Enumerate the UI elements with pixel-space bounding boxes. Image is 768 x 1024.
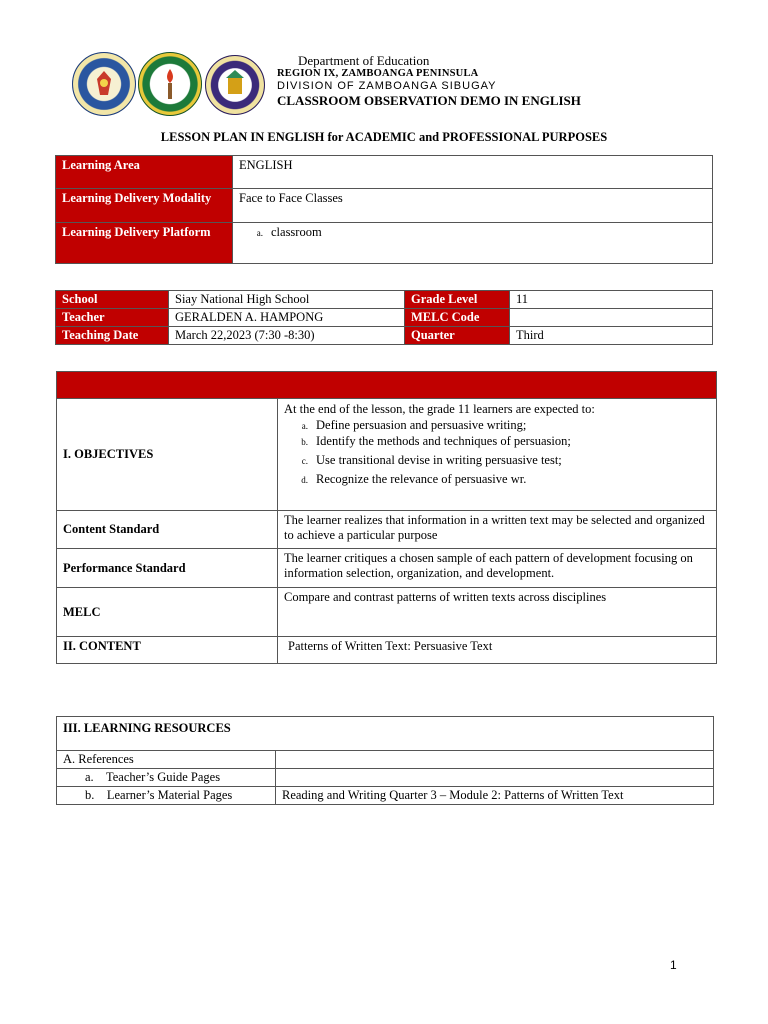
- content-text: Patterns of Written Text: Persuasive Text: [278, 637, 717, 664]
- resources-table: [56, 716, 714, 805]
- objectives-header-bar: [57, 372, 717, 399]
- table-row: [57, 511, 717, 549]
- quarter-value: Third: [510, 327, 713, 345]
- objectives-table: [56, 371, 717, 664]
- delivery-table: [55, 155, 713, 264]
- learning-area-value: ENGLISH: [233, 156, 713, 189]
- objectives-label: I. OBJECTIVES: [57, 399, 278, 511]
- list-item: d. Recognize the relevance of persuasive wr.: [301, 472, 527, 486]
- teacher-label: Teacher: [56, 309, 169, 327]
- melc-text: Compare and contrast patterns of written texts across disciplines: [278, 588, 717, 637]
- teachers-guide-label: Teacher’s Guide Pages: [105, 770, 221, 784]
- region-name: REGION IX, ZAMBOANGA PENINSULA: [277, 68, 479, 79]
- table-row: [57, 751, 714, 769]
- delivery-platform-value: classroom: [271, 225, 322, 239]
- table-row: [57, 769, 714, 787]
- table-row: [57, 549, 717, 588]
- content-standard-text: The learner realizes that information in a written text may be selected and organized to achieve a particular purpose: [278, 511, 717, 549]
- delivery-modality-label: Learning Delivery Modality: [56, 189, 233, 223]
- learners-material-cell: b. Learner’s Material Pages: [57, 787, 276, 805]
- performance-standard-label: Performance Standard: [57, 549, 278, 588]
- school-seal-icon: [205, 55, 265, 115]
- content-standard-label: Content Standard: [57, 511, 278, 549]
- table-row: [56, 223, 713, 264]
- teachers-guide-cell: a. Teacher’s Guide Pages: [57, 769, 276, 787]
- school-value: Siay National High School: [169, 291, 405, 309]
- delivery-platform-cell: [233, 223, 713, 264]
- table-row: [56, 327, 713, 345]
- quarter-label: Quarter: [405, 327, 510, 345]
- school-label: School: [56, 291, 169, 309]
- list-item: b. Identify the methods and techniques of persuasion;: [301, 434, 571, 448]
- table-row: [57, 372, 717, 399]
- content-label: II. CONTENT: [57, 637, 278, 664]
- teachers-guide-value: [276, 769, 714, 787]
- references-value: [276, 751, 714, 769]
- table-row: [57, 588, 717, 637]
- lesson-plan-title: LESSON PLAN IN ENGLISH for ACADEMIC and PROFESSIONAL PURPOSES: [160, 130, 608, 144]
- learning-area-label: Learning Area: [56, 156, 233, 189]
- table-row: [57, 717, 714, 751]
- teacher-value: GERALDEN A. HAMPONG: [169, 309, 405, 327]
- objectives-cell: [278, 399, 717, 511]
- learning-resources-label: III. LEARNING RESOURCES: [57, 717, 714, 751]
- info-table: [55, 290, 713, 345]
- table-row: [57, 399, 717, 511]
- table-row: [56, 156, 713, 189]
- learners-material-value: Reading and Writing Quarter 3 – Module 2: Patterns of Written Text: [276, 787, 714, 805]
- deped-seal-emblem-icon: [73, 53, 135, 115]
- references-label: A. References: [57, 751, 276, 769]
- delivery-modality-value: Face to Face Classes: [233, 189, 713, 223]
- torch-icon: [139, 53, 201, 115]
- table-row: [56, 309, 713, 327]
- demo-title: CLASSROOM OBSERVATION DEMO IN ENGLISH: [277, 93, 581, 108]
- deped-logo-icon: [138, 52, 202, 116]
- table-row: [57, 637, 717, 664]
- platform-bullet: a.: [256, 228, 263, 238]
- list-item: a. Define persuasion and persuasive writing;: [301, 418, 527, 432]
- grade-level-label: Grade Level: [405, 291, 510, 309]
- grade-level-value: 11: [510, 291, 713, 309]
- table-row: [56, 291, 713, 309]
- performance-standard-text: The learner critiques a chosen sample of each pattern of development focusing on information selection, organization, and development.: [278, 549, 717, 588]
- table-row: [56, 189, 713, 223]
- department-name: Department of Education: [298, 53, 430, 68]
- objectives-intro: At the end of the lesson, the grade 11 learners are expected to:: [284, 402, 595, 416]
- learners-material-label: Learner’s Material Pages: [106, 788, 233, 802]
- melc-code-value: [510, 309, 713, 327]
- page-number: 1: [670, 958, 677, 972]
- delivery-platform-label: Learning Delivery Platform: [56, 223, 233, 264]
- teaching-date-value: March 22,2023 (7:30 -8:30): [169, 327, 405, 345]
- school-emblem-icon: [206, 56, 264, 114]
- deped-seal-icon: [72, 52, 136, 116]
- division-name: DIVISION OF ZAMBOANGA SIBUGAY: [277, 80, 497, 92]
- table-row: [57, 787, 714, 805]
- teaching-date-label: Teaching Date: [56, 327, 169, 345]
- melc-label: MELC: [57, 588, 278, 637]
- melc-code-label: MELC Code: [405, 309, 510, 327]
- list-item: c. Use transitional devise in writing persuasive test;: [301, 453, 562, 467]
